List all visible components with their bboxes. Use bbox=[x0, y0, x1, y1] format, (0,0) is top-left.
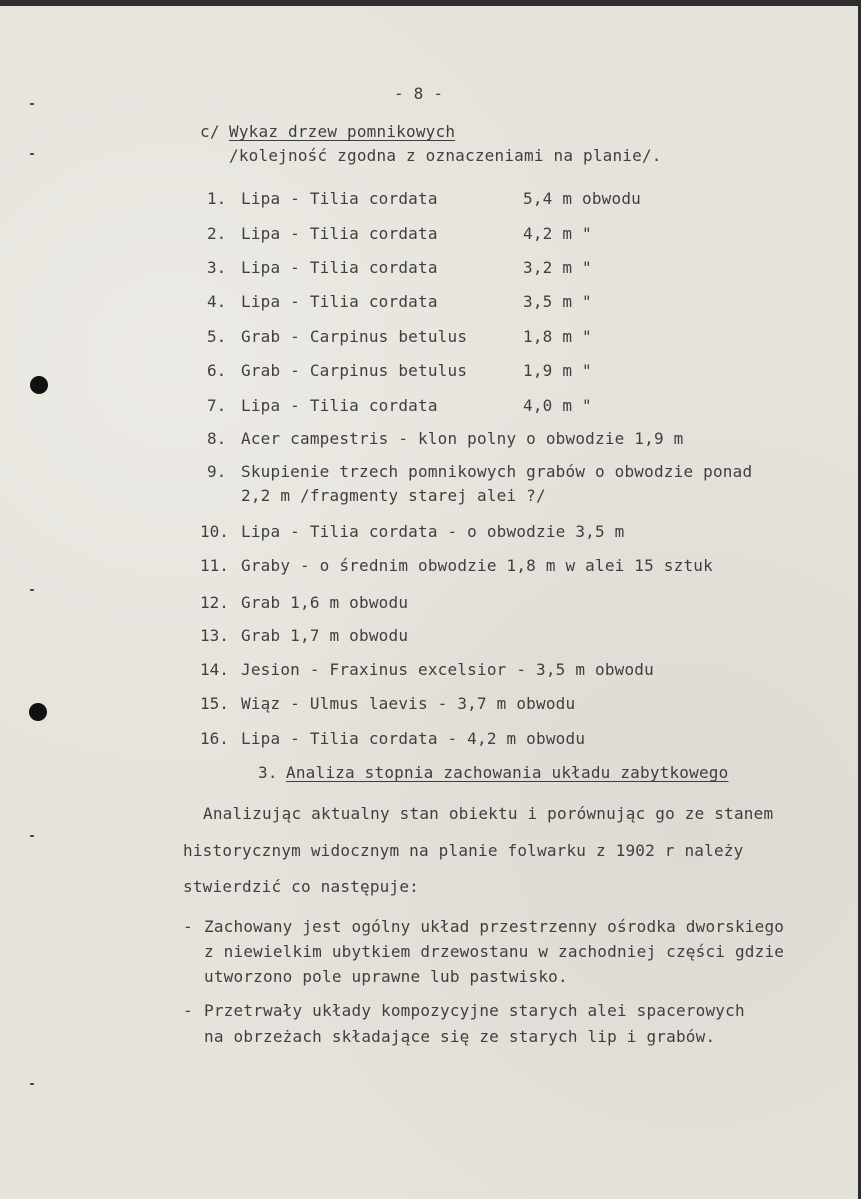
section-3-prefix: 3. bbox=[258, 763, 278, 782]
item-text: Wiąz - Ulmus laevis - 3,7 m obwodu bbox=[241, 694, 576, 713]
bullet-dash: - bbox=[183, 1001, 193, 1020]
item-number: 10. bbox=[200, 522, 229, 541]
item-value: 3,5 m " bbox=[523, 292, 592, 311]
item-number: 8. bbox=[207, 429, 227, 448]
item-text: Grab 1,7 m obwodu bbox=[241, 626, 409, 645]
item-number: 5. bbox=[207, 327, 227, 346]
bullet-line: Zachowany jest ogólny układ przestrzenny ośrodka dworskiego bbox=[204, 917, 785, 936]
item-name: Lipa - Tilia cordata bbox=[241, 258, 438, 277]
bullet-line: z niewielkim ubytkiem drzewostanu w zachodniej części gdzie bbox=[204, 942, 785, 961]
item-value: 1,9 m " bbox=[523, 361, 592, 380]
margin-tick bbox=[30, 1083, 34, 1085]
item-number: 15. bbox=[200, 694, 229, 713]
punch-hole-lower bbox=[29, 703, 47, 721]
item-text: Acer campestris - klon polny o obwodzie 1,9 m bbox=[241, 429, 684, 448]
bullet-line: utworzono pole uprawne lub pastwisko. bbox=[204, 967, 568, 986]
item-number: 11. bbox=[200, 556, 229, 575]
item-value: 5,4 m obwodu bbox=[523, 189, 641, 208]
item-text: Lipa - Tilia cordata - o obwodzie 3,5 m bbox=[241, 522, 625, 541]
section-c-subtitle: /kolejność zgodna z oznaczeniami na planie/. bbox=[229, 146, 662, 165]
paragraph-line: Analizując aktualny stan obiektu i porównując go ze stanem bbox=[203, 804, 774, 823]
item-number: 12. bbox=[200, 593, 229, 612]
item-number: 7. bbox=[207, 396, 227, 415]
item-name: Lipa - Tilia cordata bbox=[241, 224, 438, 243]
item-text: Graby - o średnim obwodzie 1,8 m w alei 15 sztuk bbox=[241, 556, 713, 575]
item-text-continued: 2,2 m /fragmenty starej alei ?/ bbox=[241, 486, 546, 505]
item-number: 3. bbox=[207, 258, 227, 277]
item-value: 4,2 m " bbox=[523, 224, 592, 243]
item-number: 4. bbox=[207, 292, 227, 311]
bullet-dash: - bbox=[183, 917, 193, 936]
item-number: 6. bbox=[207, 361, 227, 380]
paragraph-line: stwierdzić co następuje: bbox=[183, 877, 419, 896]
margin-tick bbox=[30, 153, 34, 155]
item-text: Lipa - Tilia cordata - 4,2 m obwodu bbox=[241, 729, 586, 748]
bullet-line: na obrzeżach składające się ze starych lip i grabów. bbox=[204, 1027, 716, 1046]
item-text: Skupienie trzech pomnikowych grabów o obwodzie ponad bbox=[241, 462, 753, 481]
margin-tick bbox=[30, 589, 34, 591]
section-c-title: Wykaz drzew pomnikowych bbox=[229, 122, 456, 141]
item-number: 14. bbox=[200, 660, 229, 679]
item-value: 1,8 m " bbox=[523, 327, 592, 346]
margin-tick bbox=[30, 103, 34, 105]
section-3-title: Analiza stopnia zachowania układu zabytkowego bbox=[286, 763, 729, 782]
item-number: 1. bbox=[207, 189, 227, 208]
item-text: Jesion - Fraxinus excelsior - 3,5 m obwodu bbox=[241, 660, 654, 679]
item-text: Grab 1,6 m obwodu bbox=[241, 593, 409, 612]
bullet-line: Przetrwały układy kompozycyjne starych alei spacerowych bbox=[204, 1001, 745, 1020]
item-name: Lipa - Tilia cordata bbox=[241, 396, 438, 415]
item-name: Lipa - Tilia cordata bbox=[241, 292, 438, 311]
item-name: Lipa - Tilia cordata bbox=[241, 189, 438, 208]
paragraph-line: historycznym widocznym na planie folwarku z 1902 r należy bbox=[183, 841, 744, 860]
scan-edge-top bbox=[0, 0, 861, 6]
punch-hole-upper bbox=[30, 376, 48, 394]
margin-tick bbox=[30, 835, 34, 837]
item-number: 2. bbox=[207, 224, 227, 243]
item-value: 3,2 m " bbox=[523, 258, 592, 277]
item-number: 16. bbox=[200, 729, 229, 748]
item-number: 13. bbox=[200, 626, 229, 645]
item-value: 4,0 m " bbox=[523, 396, 592, 415]
section-c-prefix: c/ bbox=[200, 122, 220, 141]
item-name: Grab - Carpinus betulus bbox=[241, 361, 468, 380]
page-number: - 8 - bbox=[394, 84, 444, 103]
item-number: 9. bbox=[207, 462, 227, 481]
item-name: Grab - Carpinus betulus bbox=[241, 327, 468, 346]
